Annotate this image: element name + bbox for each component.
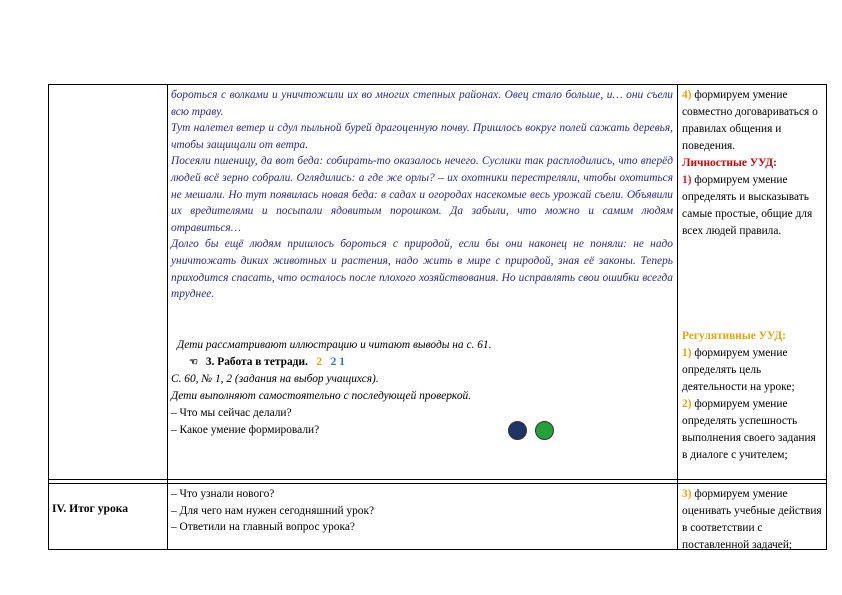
uud-heading-personal: Личностные УУД: bbox=[682, 157, 777, 169]
pointing-hand-icon: ☜ bbox=[189, 357, 198, 368]
uud-item: 3) формируем умение оценивать учебные действия в соответствии с поставленной задачей; bbox=[682, 488, 822, 551]
lesson-table bbox=[48, 84, 827, 550]
uud-item: 1) формируем умение определять цель деятельности на уроке; bbox=[682, 347, 795, 393]
workbook-section bbox=[171, 337, 673, 439]
work-heading bbox=[171, 354, 673, 371]
uud-heading-regulative: Регулятивные УУД: bbox=[682, 330, 786, 342]
summary-question: – Что узнали нового? bbox=[171, 488, 275, 500]
col-border-2 bbox=[677, 84, 678, 550]
lesson-stage-title: IV. Итог урока bbox=[52, 502, 129, 515]
work-question: – Какое умение формировали? bbox=[171, 424, 320, 436]
level-number: 2 bbox=[330, 356, 337, 368]
green-circle-icon bbox=[535, 421, 554, 440]
story-paragraph: Посеяли пшеницу, да вот беда: собирать-то оказалось нечего. Суслики так расплодились, что вперёд людей всё зерно собрали. Оглядились: а где же орлы? – их охотники перестреляли, чтобы охотиться не мешали. Но тут появилась новая беда: в садах и огородах насекомые весь урожай съели. Объявили их вредителями и посыпали ядовитым порошком. Да забыли, что можно и самим людям отравиться… bbox=[171, 155, 673, 234]
uud-item: 2) формируем умение определять успешность выполнения своего задания в диалоге с учителем; bbox=[682, 398, 816, 461]
dark-blue-circle-icon bbox=[508, 421, 527, 440]
col-border-1 bbox=[167, 84, 168, 550]
uud-column-bottom bbox=[682, 486, 824, 554]
uud-item: 1) формируем умение определять и высказывать самые простые, общие для всех людей правила. bbox=[682, 174, 813, 237]
work-intro: Дети рассматривают иллюстрацию и читают выводы на с. 61. bbox=[177, 339, 492, 351]
table-top-border bbox=[48, 84, 827, 85]
uud-column bbox=[682, 87, 824, 240]
uud-column-regul bbox=[682, 328, 824, 464]
work-heading-text: 3. Работа в тетради. bbox=[205, 356, 308, 368]
row-separator bbox=[48, 479, 827, 484]
col-border-right bbox=[826, 84, 827, 550]
work-self-check: Дети выполняют самостоятельно с последующей проверкой. bbox=[171, 390, 472, 402]
work-question: – Что мы сейчас делали? bbox=[171, 407, 292, 419]
summary-question: – Ответили на главный вопрос урока? bbox=[171, 521, 355, 534]
col-border-left bbox=[48, 84, 49, 550]
story-paragraph: бороться с волками и уничтожили их во многих степных районах. Овец стало больше, и… они съели всю траву. bbox=[171, 89, 673, 118]
story-text bbox=[171, 87, 673, 303]
summary-question: – Для чего нам нужен сегодняшний урок? bbox=[171, 504, 375, 517]
level-number: 1 bbox=[339, 356, 345, 368]
level-number: 2 bbox=[316, 356, 323, 368]
story-paragraph: Тут налетел ветер и сдул пыльной бурей драгоценную почву. Пришлось вокруг полей сажать деревья, чтобы защищали от ветра. bbox=[171, 122, 673, 151]
work-task: С. 60, № 1, 2 (задания на выбор учащихся). bbox=[171, 373, 379, 385]
summary-questions bbox=[171, 486, 673, 536]
story-paragraph: Долго бы ещё людям пришлось бороться с природой, если бы они наконец не поняли: не надо уничтожать диких животных и растения, надо жить в мире с природой, зная её законы. Теперь приходится спасать, что осталось после плохого хозяйствования. Но исправлять свои ошибки всегда труднее. bbox=[171, 238, 673, 301]
uud-item: 4) формируем умение совместно договариваться о правилах общения и поведения. bbox=[682, 89, 818, 152]
